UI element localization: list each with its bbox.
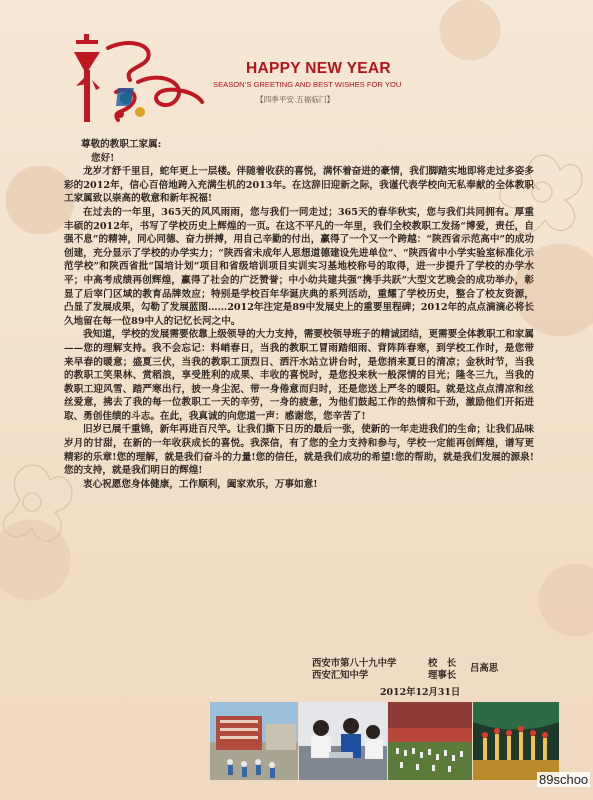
fu-character-logo-icon	[68, 30, 208, 128]
header-slogan: 【四季平安.五福临门】	[256, 95, 335, 104]
signature-role-2: 理事长	[428, 670, 457, 681]
students-lab-photo	[299, 702, 387, 780]
letter-paragraph: 旧岁已展千重锦，新年再进百尺竿。让我们撕下日历的最后一张，使新的一年走进我们的生命；让我们品味岁月的甘甜，在新的一年收获成长的喜悦。我深信，有了您的全力支持和参与，学校一定能再创辉煌，谱写更精彩的乐章!您的理解，就是我们奋斗的力量!您的信任，就是我们成功的希望!您的帮助，就是我们发展的源泉!您的支持，就是我们明日的辉煌!	[64, 424, 534, 477]
stage-performance-photo	[473, 702, 559, 780]
letter-paragraph: 我知道，学校的发展需要依靠上级领导的大力支持，需要校领导班子的精诚团结，更需要全体教职工和家属——您的理解支持。我不会忘记：料峭春日，当我的教职工冒雨踏细雨、背阵阵春寒，到学校工作时，是您带来早春的暖意；盛夏三伏，当我的教职工顶烈日、洒汗水站立讲台时，是您捎来夏日的清凉；金秋时节，当我的教职工笑果林、赏稻浪，享受胜利的成果、丰收的喜悦时，是您投来秋一般深情的目光；隆冬三九，当我的教职工迎风雪、踏严寒出行，披一身尘泥、带一身倦意而归时，还是您送上严冬的暖阳。就是这点点清凉和丝丝爱意，拂去了我的每一位教职工一天的辛劳，一身的疲惫，为他们鼓起工作的热情和干劲，激励他们开拓进取、勇创佳绩的斗志。在此，我真诚的向您道一声：感谢您，您辛苦了!	[64, 329, 534, 422]
letter-greeting: 您好!	[91, 152, 115, 164]
signature-name: 吕高思	[470, 663, 499, 674]
site-watermark: 89schoo	[539, 772, 589, 787]
signature-role-1: 校 长	[428, 658, 457, 669]
signature-org-2: 西安汇知中学	[312, 670, 369, 681]
header-subtitle: SEASON’S GREETING AND BEST WISHES FOR YOU	[213, 80, 402, 89]
sports-field-ceremony-photo	[388, 702, 472, 780]
letter-body	[64, 138, 534, 491]
header-title: HAPPY NEW YEAR	[246, 60, 391, 77]
letter-salutation: 尊敬的教职工家属:	[81, 139, 162, 150]
campus-building-photo	[210, 702, 298, 780]
signature-date: 2012年12月31日	[380, 687, 461, 698]
signature-org-1: 西安市第八十九中学	[312, 658, 397, 669]
letter-closing: 衷心祝愿您身体健康，工作顺利，阖家欢乐，万事如意!	[83, 478, 318, 490]
letter-paragraph: 龙岁才舒千里目，蛇年更上一层楼。伴随着收获的喜悦，满怀着奋进的豪情，我们脚踏实地即将走过多姿多彩的2012年，信心百倍地跨入充满生机的2013年。在这辞旧迎新之际，我谨代表学校向无私奉献的全体教职工家属致以崇高的敬意和新年祝福!	[64, 166, 534, 205]
letter-paragraph: 在过去的一年里，365天的风风雨雨，您与我们一同走过；365天的春华秋实，您与我们共同拥有。厚重丰硕的2012年，书写了学校历史上辉煌的一页。在这不平凡的一年里，我们全校教职工发扬“博爱，责任，自强不息”的精神，同心同德、奋力拼搏，用自己辛勤的付出，赢得了一个又一个跨越：“陕西省示范高中”的成功创建，充分显示了学校的办学实力；“陕西省未成年人思想道德建设先进单位”、“陕西省中小学实验室标准化示范学校”和陕西省批“国培计划”项目和省级培训项目实训实习基地校称号的取得，进一步提升了学校的办学水平；中高考成绩再创辉煌，赢得了社会的广泛赞誉；中小幼共建共强“携手共跃”大型文艺晚会的成功举办，彰显了后宰门区域的教育品牌效应；特别是学校百年华诞庆典的系列活动，重耀了学校历史，整合了校友资源，凸显了发展成果，勾勒了发展蓝图……2012年注定是89中发展史上的重要里程碑；2012年的点点滴滴必将长久地留在每一位89中人的记忆长河之中。	[64, 206, 534, 327]
